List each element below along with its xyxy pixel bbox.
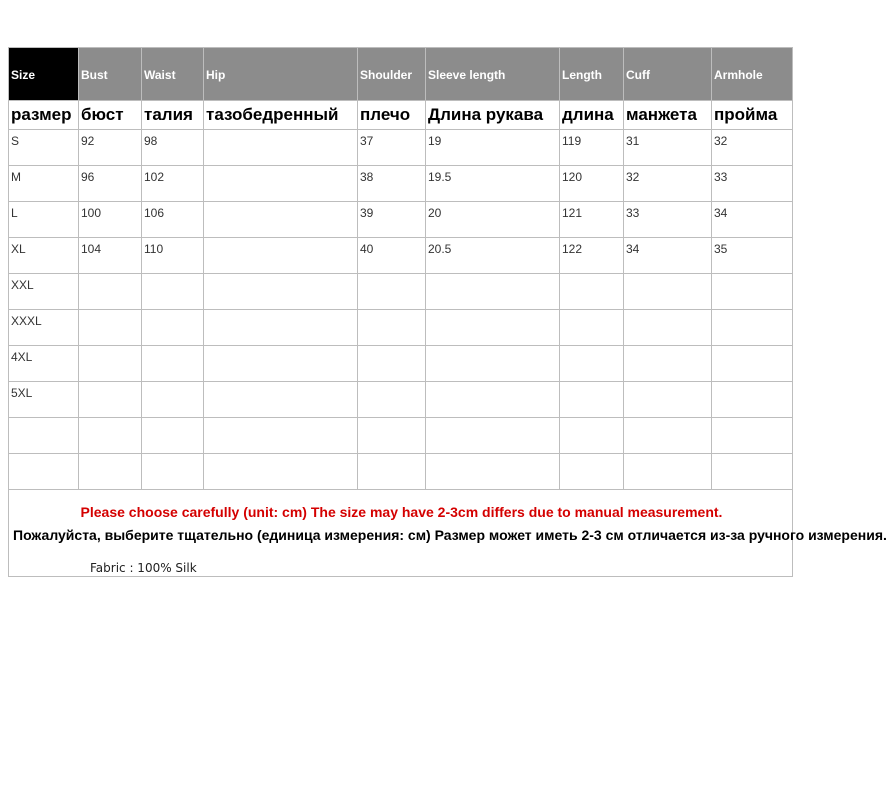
table-cell <box>358 346 426 382</box>
table-row <box>9 166 793 202</box>
table-row <box>9 202 793 238</box>
table-cell <box>560 454 624 490</box>
size-table <box>8 47 887 577</box>
table-row <box>9 238 793 274</box>
table-cell: 20.5 <box>426 238 560 274</box>
table-cell <box>624 454 712 490</box>
table-cell <box>358 274 426 310</box>
table-cell <box>712 454 793 490</box>
table-cell <box>204 202 358 238</box>
table-cell <box>560 310 624 346</box>
table-cell: XL <box>9 238 79 274</box>
table-cell <box>426 454 560 490</box>
table-cell: 39 <box>358 202 426 238</box>
header-ru-waist: талия <box>142 101 204 130</box>
header-ru-length: длина <box>560 101 624 130</box>
header-ru-sleeve-length: Длина рукава <box>426 101 560 130</box>
table-cell: 96 <box>79 166 142 202</box>
table-cell <box>79 382 142 418</box>
table-cell <box>358 454 426 490</box>
table-cell <box>358 382 426 418</box>
table-cell <box>204 274 358 310</box>
table-cell <box>142 382 204 418</box>
table-cell: 34 <box>712 202 793 238</box>
header-bust: Bust <box>79 48 142 101</box>
table-cell: 120 <box>560 166 624 202</box>
table-cell <box>426 418 560 454</box>
table-cell <box>712 346 793 382</box>
table-cell <box>142 454 204 490</box>
header-ru-cuff: манжета <box>624 101 712 130</box>
table-row <box>9 418 793 454</box>
table-cell: 119 <box>560 130 624 166</box>
header-ru-hip: тазобедренный <box>204 101 358 130</box>
table-cell <box>204 166 358 202</box>
table-cell <box>712 418 793 454</box>
header-ru-size: размер <box>9 101 79 130</box>
header-ru-bust: бюст <box>79 101 142 130</box>
table-cell <box>624 310 712 346</box>
table-cell: 102 <box>142 166 204 202</box>
header-length: Length <box>560 48 624 101</box>
table-cell: 4XL <box>9 346 79 382</box>
table-cell <box>712 382 793 418</box>
table-cell <box>712 310 793 346</box>
header-size: Size <box>9 48 79 101</box>
table-cell <box>560 346 624 382</box>
table-cell <box>624 274 712 310</box>
table-cell: 32 <box>624 166 712 202</box>
table-cell <box>204 418 358 454</box>
table-cell: L <box>9 202 79 238</box>
table-cell <box>204 310 358 346</box>
table-cell: 32 <box>712 130 793 166</box>
table-cell <box>426 346 560 382</box>
table-cell <box>204 130 358 166</box>
table-cell <box>712 274 793 310</box>
table-row <box>9 382 793 418</box>
table-cell <box>624 418 712 454</box>
table-cell: M <box>9 166 79 202</box>
table-cell: 106 <box>142 202 204 238</box>
table-cell <box>79 454 142 490</box>
table-cell <box>560 382 624 418</box>
table-cell <box>426 310 560 346</box>
table-row <box>9 454 793 490</box>
table-cell: 122 <box>560 238 624 274</box>
header-row-russian <box>9 101 793 130</box>
header-shoulder: Shoulder <box>358 48 426 101</box>
table-cell: 33 <box>712 166 793 202</box>
table-cell: 110 <box>142 238 204 274</box>
header-armhole: Armhole <box>712 48 793 101</box>
table-cell: 5XL <box>9 382 79 418</box>
table-cell <box>426 274 560 310</box>
table-cell: 35 <box>712 238 793 274</box>
table-cell <box>79 310 142 346</box>
table-cell <box>560 274 624 310</box>
table-cell <box>358 418 426 454</box>
table-cell <box>9 454 79 490</box>
note-russian: Пожалуйста, выберите тщательно (единица измерения: см) Размер может иметь 2-3 см отличается из-за ручного измерения. <box>13 527 887 543</box>
table-cell: 33 <box>624 202 712 238</box>
table-cell <box>142 418 204 454</box>
table-cell <box>624 346 712 382</box>
table-row <box>9 310 793 346</box>
table-cell: XXXL <box>9 310 79 346</box>
header-ru-shoulder: плечо <box>358 101 426 130</box>
table-cell: XXL <box>9 274 79 310</box>
header-row-english <box>9 48 793 101</box>
table-cell: 19.5 <box>426 166 560 202</box>
table-row <box>9 274 793 310</box>
table-cell: 20 <box>426 202 560 238</box>
table-cell: S <box>9 130 79 166</box>
table-cell <box>426 382 560 418</box>
table-cell: 19 <box>426 130 560 166</box>
header-cuff: Cuff <box>624 48 712 101</box>
table-cell <box>142 346 204 382</box>
table-cell <box>142 274 204 310</box>
table-row <box>9 130 793 166</box>
header-waist: Waist <box>142 48 204 101</box>
table-cell: 98 <box>142 130 204 166</box>
table-cell: 38 <box>358 166 426 202</box>
table-cell <box>204 238 358 274</box>
table-cell <box>9 418 79 454</box>
table-cell <box>79 346 142 382</box>
table-cell: 92 <box>79 130 142 166</box>
table-cell: 121 <box>560 202 624 238</box>
table-cell: 34 <box>624 238 712 274</box>
table-cell <box>142 310 204 346</box>
header-ru-armhole: пройма <box>712 101 793 130</box>
header-hip: Hip <box>204 48 358 101</box>
table-cell <box>204 454 358 490</box>
note-english: Please choose carefully (unit: cm) The size may have 2-3cm differs due to manual measurement. <box>80 504 723 520</box>
table-cell <box>79 418 142 454</box>
table-row <box>9 346 793 382</box>
table-cell <box>358 310 426 346</box>
size-chart <box>8 47 887 577</box>
table-cell <box>204 346 358 382</box>
table-cell <box>79 274 142 310</box>
table-cell: 31 <box>624 130 712 166</box>
fabric-label: Fabric : 100% Silk <box>90 561 197 575</box>
table-cell: 40 <box>358 238 426 274</box>
table-cell: 37 <box>358 130 426 166</box>
table-cell <box>560 418 624 454</box>
table-cell <box>204 382 358 418</box>
header-sleeve-length: Sleeve length <box>426 48 560 101</box>
table-cell <box>624 382 712 418</box>
table-cell: 100 <box>79 202 142 238</box>
table-cell: 104 <box>79 238 142 274</box>
